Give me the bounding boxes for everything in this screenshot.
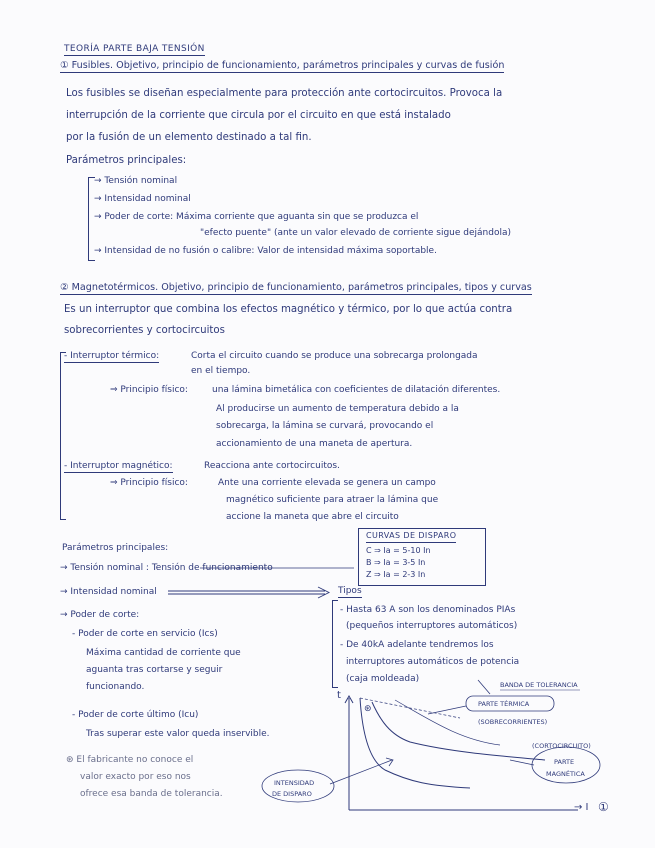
graph-i-axis: → I [574, 802, 589, 813]
tipos-label: Tipos [338, 586, 362, 596]
curva-c: C ⇒ Ia = 5-10 In [366, 546, 431, 555]
termico-text: Corta el circuito cuando se produce una sobrecarga prolongada [191, 351, 478, 361]
tipos-line2: (pequeños interruptores automáticos) [346, 621, 518, 631]
intensidad-disparo-label-2: DE DISPARO [272, 790, 312, 798]
section1-heading: ① Fusibles. Objetivo, principio de funcionamiento, parámetros principales y curvas de fusión [60, 60, 505, 71]
parte-termica-label: PARTE TÉRMICA [478, 700, 530, 708]
s1-item-poder-cont: "efecto puente" (ante un valor elevado de corriente sigue dejándola) [200, 228, 511, 238]
nota-3: ofrece esa banda de tolerancia. [80, 789, 223, 799]
graph-t-axis: t [337, 690, 341, 701]
params2-servicio-2: aguanta tras cortarse y seguir [86, 665, 223, 675]
s1-item-intensidad: → Intensidad nominal [94, 194, 191, 204]
params2-ultimo-text: Tras superar este valor queda inservible. [86, 729, 270, 739]
magnetico-fisico-label: ⇒ Principio físico: [110, 478, 188, 488]
intensidad-disparo-label-1: INTENSIDAD [274, 779, 315, 787]
termico-fisico-3: sobrecarga, la lámina se curvará, provocando el [216, 421, 434, 431]
params2-servicio-1: Máxima cantidad de corriente que [86, 648, 241, 658]
params2-poder: → Poder de corte: [60, 610, 140, 620]
magnetico-text: Reacciona ante cortocircuitos. [204, 461, 340, 471]
page-title: TEORÍA PARTE BAJA TENSIÓN [64, 44, 205, 54]
s1-item-poder: → Poder de corte: Máxima corriente que aguanta sin que se produzca el [94, 212, 419, 222]
termico-text2: en el tiempo. [191, 366, 251, 376]
s1-item-calibre: → Intensidad de no fusión o calibre: Valor de intensidad máxima soportable. [94, 246, 437, 256]
params2-tension: → Tensión nominal : Tensión de funcionamiento [60, 563, 273, 573]
termico-fisico-2: Al producirse un aumento de temperatura debido a la [216, 404, 459, 414]
params2-servicio-3: funcionando. [86, 682, 145, 692]
magnetico-label: - Interruptor magnético: [64, 461, 173, 471]
sobrecorrientes-label: (SOBRECORRIENTES) [478, 718, 548, 726]
parte-magnetica-label-2: MAGNÉTICA [546, 770, 585, 778]
s2-paragraph-line2: sobrecorrientes y cortocircuitos [64, 325, 225, 336]
s1-paragraph-line2: interrupción de la corriente que circula por el circuito en que está instalado [66, 110, 451, 121]
section2-heading: ② Magnetotérmicos. Objetivo, principio de funcionamiento, parámetros principales, tipos y curvas [60, 282, 532, 293]
magnetico-fisico-1: Ante una corriente elevada se genera un campo [218, 478, 436, 488]
tipos-line1: - Hasta 63 A son los denominados PIAs [340, 605, 516, 615]
s2-paragraph-line1: Es un interruptor que combina los efectos magnético y térmico, por lo que actúa contra [64, 304, 513, 315]
nota-2: valor exacto por eso nos [80, 772, 191, 782]
banda-tolerancia-label: BANDA DE TOLERANCIA [500, 681, 578, 689]
s1-paragraph-line1: Los fusibles se diseñan especialmente para protección ante cortocircuitos. Provoca la [66, 88, 503, 99]
s1-params-label: Parámetros principales: [66, 155, 187, 166]
termico-fisico-1: una lámina bimetálica con coeficientes de dilatación diferentes. [212, 385, 501, 395]
magnetico-fisico-3: accione la maneta que abre el circuito [226, 512, 399, 522]
params2-servicio: - Poder de corte en servicio (Ics) [72, 629, 218, 639]
curva-z: Z ⇒ Ia = 2-3 In [366, 570, 426, 579]
params2-label: Parámetros principales: [62, 543, 169, 553]
params2-intensidad: → Intensidad nominal [60, 587, 157, 597]
magnetico-fisico-2: magnético suficiente para atraer la lámina que [226, 495, 439, 505]
page-mark: ① [598, 800, 609, 814]
cortocircuito-label: (CORTOCIRCUITO) [532, 742, 591, 750]
termico-fisico-4: accionamiento de una maneta de apertura. [216, 439, 413, 449]
nota-1: ⊛ El fabricante no conoce el [66, 755, 194, 765]
params2-ultimo: - Poder de corte último (Icu) [72, 710, 199, 720]
termico-fisico-label: ⇒ Principio físico: [110, 385, 188, 395]
tipos-line3: - De 40kA adelante tendremos los [340, 640, 494, 650]
curvas-title: CURVAS DE DISPARO [366, 530, 456, 543]
parte-magnetica-label-1: PARTE [554, 758, 575, 766]
tipos-line4: interruptores automáticos de potencia [346, 657, 520, 667]
curva-b: B ⇒ Ia = 3-5 In [366, 558, 426, 567]
s1-item-tension: → Tensión nominal [94, 176, 178, 186]
tipos-line5: (caja moldeada) [346, 674, 420, 684]
termico-label: - Interruptor térmico: [64, 351, 160, 361]
graph-star: ⊛ [364, 704, 372, 714]
s1-paragraph-line3: por la fusión de un elemento destinado a tal fin. [66, 132, 312, 143]
